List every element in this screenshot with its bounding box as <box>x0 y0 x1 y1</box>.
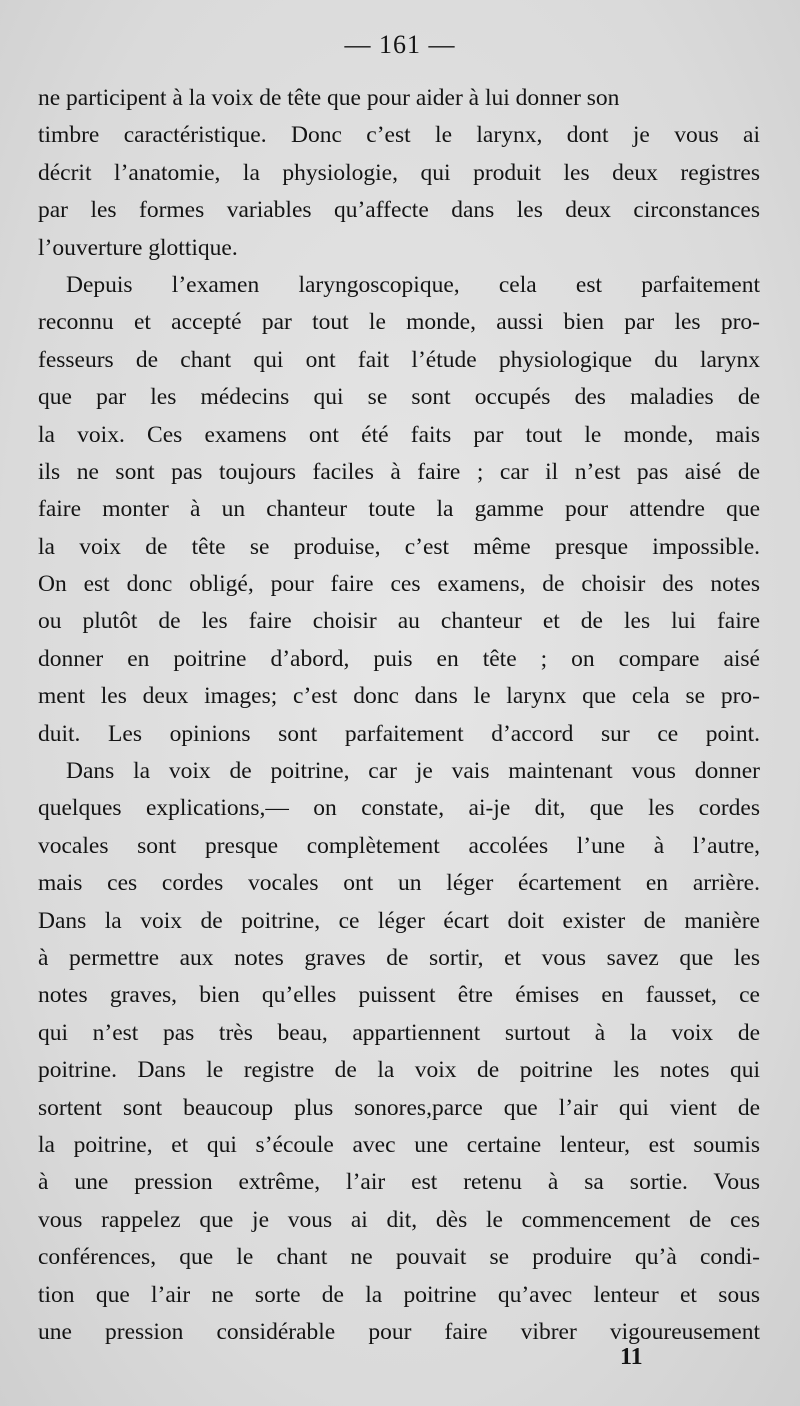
text-line: quelques explications,— on constate, ai-je dit, que les cordes <box>38 795 760 822</box>
text-line: On est donc obligé, pour faire ces examens, de choisir des notes <box>38 571 760 598</box>
text-line: vocales sont presque complètement accolées l’une à l’autre, <box>38 832 760 859</box>
text-line: à permettre aux notes graves de sortir, et vous savez que les <box>38 944 760 971</box>
text-line: la voix. Ces examens ont été faits par tout le monde, mais <box>38 421 760 448</box>
text-line: sortent sont beaucoup plus sonores,parce que l’air qui vient de <box>38 1094 760 1121</box>
text-line: ne participent à la voix de tête que pour aider à lui donner son <box>38 85 620 111</box>
text-line: ils ne sont pas toujours faciles à faire ; car il n’est pas aisé de <box>38 458 760 485</box>
text-line: ment les deux images; c’est donc dans le larynx que cela se pro- <box>38 683 760 710</box>
text-line: conférences, que le chant ne pouvait se produire qu’à condi- <box>38 1244 760 1271</box>
text-line: la poitrine, et qui s’écoule avec une certaine lenteur, est soumis <box>38 1131 760 1158</box>
text-line: par les formes variables qu’affecte dans les deux circonstances <box>38 197 760 224</box>
text-line: duit. Les opinions sont parfaitement d’accord sur ce point. <box>38 720 760 747</box>
text-line: l’ouverture glottique. <box>38 234 238 261</box>
text-line: donner en poitrine d’abord, puis en tête ; on compare aisé <box>38 645 760 672</box>
page-number: — 161 — <box>344 30 456 59</box>
text-line: ou plutôt de les faire choisir au chanteur et de les lui faire <box>38 608 760 635</box>
text-line: une pression considérable pour faire vibrer vigoureusement <box>38 1318 760 1345</box>
signature-mark: 11 <box>620 1344 643 1370</box>
body-text <box>38 80 760 1351</box>
text-line: tion que l’air ne sorte de la poitrine qu’avec lenteur et sous <box>38 1281 760 1308</box>
text-line: Dans la voix de poitrine, car je vais maintenant vous donner <box>66 758 760 785</box>
text-line: décrit l’anatomie, la physiologie, qui produit les deux registres <box>38 159 760 186</box>
text-line: Depuis l’examen laryngoscopique, cela est parfaitement <box>66 271 760 298</box>
text-line: que par les médecins qui se sont occupés des maladies de <box>38 384 760 411</box>
text-line: fesseurs de chant qui ont fait l’étude physiologique du larynx <box>38 346 760 373</box>
text-line: qui n’est pas très beau, appartiennent surtout à la voix de <box>38 1019 760 1046</box>
text-line: reconnu et accepté par tout le monde, aussi bien par les pro- <box>38 309 760 336</box>
text-line: faire monter à un chanteur toute la gamme pour attendre que <box>38 496 760 523</box>
text-line: notes graves, bien qu’elles puissent être émises en fausset, ce <box>38 982 760 1009</box>
text-line: vous rappelez que je vous ai dit, dès le commencement de ces <box>38 1206 760 1233</box>
text-line: poitrine. Dans le registre de la voix de poitrine les notes qui <box>38 1057 760 1084</box>
text-line: Dans la voix de poitrine, ce léger écart doit exister de manière <box>38 907 760 934</box>
text-line: mais ces cordes vocales ont un léger écartement en arrière. <box>38 870 760 897</box>
text-line: à une pression extrême, l’air est retenu à sa sortie. Vous <box>38 1169 760 1196</box>
text-line: timbre caractéristique. Donc c’est le larynx, dont je vous ai <box>38 122 760 149</box>
text-line: la voix de tête se produise, c’est même presque impossible. <box>38 533 760 560</box>
